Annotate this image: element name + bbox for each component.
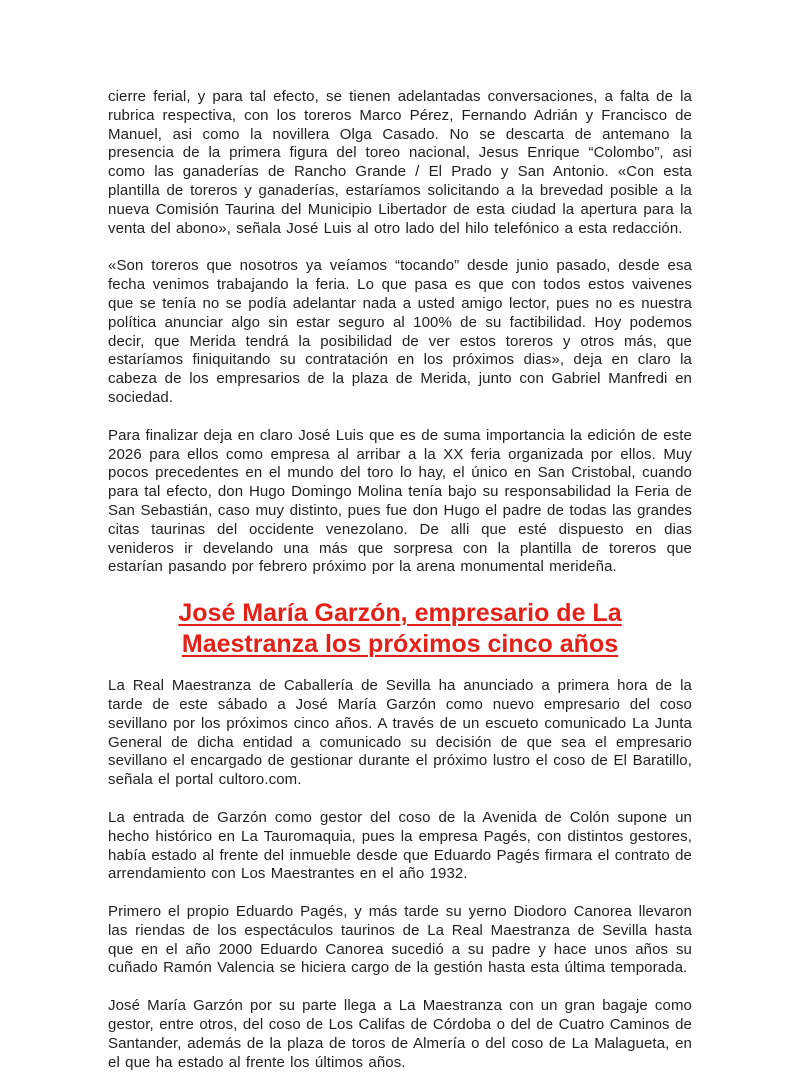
paragraph-son-toreros: «Son toreros que nosotros ya veíamos “tocando” desde junio pasado, desde esa fecha venimos trabajando la feria. Lo que pasa es que con todos estos vaivenes que se tenía no se podía adelantar nada a usted amigo lector, pues no es nuestra política anunciar algo sin estar seguro al 100% de su factibilidad. Hoy podemos decir, que Merida tendrá la posibilidad de ver estos toreros y otros más, que estaríamos finiquitando su contratación en los próximos dias», deja en claro la cabeza de los empresarios de la plaza de Merida, junto con Gabriel Manfredi en sociedad. xyxy=(108,257,692,406)
paragraph-real-maestranza: La Real Maestranza de Caballería de Sevilla ha anunciado a primera hora de la tarde de este sábado a José María Garzón como nuevo empresario del coso sevillano por los próximos cinco años. A través de un escueto comunicado La Junta General de dicha entidad a comunicado su decisión de que sea el empresario sevillano el encargado de gestionar durante el próximo lustro el coso de El Baratillo, señala el portal cultoro.com. xyxy=(108,677,692,789)
paragraph-primero-pages: Primero el propio Eduardo Pagés, y más tarde su yerno Diodoro Canorea llevaron las riendas de los espectáculos taurinos de La Real Maestranza de Sevilla hasta que en el año 2000 Eduardo Canorea sucedió a su padre y hace unos años su cuñado Ramón Valencia se hiciera cargo de la gestión hasta esta última temporada. xyxy=(108,903,692,977)
headline-line-1: José María Garzón, empresario de La xyxy=(178,599,622,628)
paragraph-entrada-garzon: La entrada de Garzón como gestor del coso de la Avenida de Colón supone un hecho histórico en La Tauromaquia, pues la empresa Pagés, con distintos gestores, había estado al frente del inmueble desde que Eduardo Pagés firmara el contrato de arrendamiento con Los Maestrantes en el año 1932. xyxy=(108,808,692,883)
article-headline xyxy=(108,598,692,660)
headline-line-2: Maestranza los próximos cinco años xyxy=(181,630,619,659)
paragraph-para-finalizar: Para finalizar deja en claro José Luis que es de suma importancia la edición de este 2026 para ellos como empresa al arribar a la XX feria organizada por ellos. Muy pocos precedentes en el mundo del toro lo hay, el único en San Cristobal, cuando para tal efecto, don Hugo Domingo Molina tenía bajo su responsabilidad la Feria de San Sebastián, caso muy distinto, pues fue don Hugo el padre de todas las grandes citas taurinas del occidente venezolano. De alli que esté dispuesto en dias venideros ir develando una más que sorpresa con la plantilla de toreros que estarían pasando por febrero próximo por la arena monumental merideña. xyxy=(108,426,692,576)
paragraph-cierre-ferial: cierre ferial, y para tal efecto, se tienen adelantadas conversaciones, a falta de la rubrica respectiva, con los toreros Marco Pérez, Fernando Adrián y Francisco de Manuel, asi como la novillera Olga Casado. No se descarta de antemano la presencia de la primera figura del toreo nacional, Jesus Enrique “Colombo”, asi como las ganaderías de Rancho Grande / El Prado y San Antonio. «Con esta plantilla de toreros y ganaderías, estaríamos solicitando a la brevedad posible a la nueva Comisión Taurina del Municipio Libertador de esta ciudad la apertura para la venta del abono», señala José Luis al otro lado del hilo telefónico a esta redacción. xyxy=(108,88,692,237)
paragraph-garzon-bagaje: José María Garzón por su parte llega a La Maestranza con un gran bagaje como gestor, entre otros, del coso de Los Califas de Córdoba o del de Cuatro Caminos de Santander, además de la plaza de toros de Almería o del coso de La Malagueta, en el que ha estado al frente los últimos años. xyxy=(108,997,692,1071)
